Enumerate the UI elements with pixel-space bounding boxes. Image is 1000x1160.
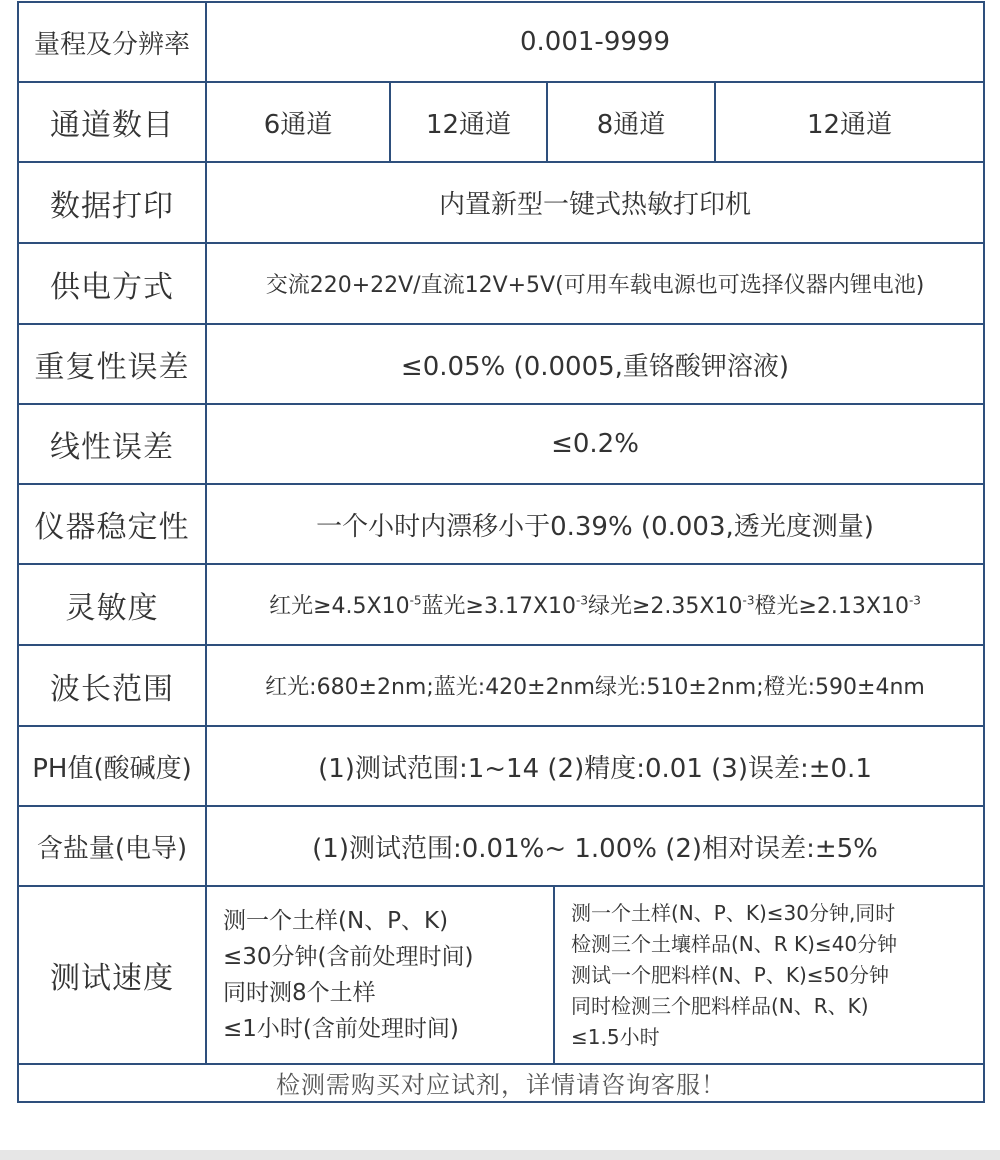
spec-table bbox=[17, 1, 985, 1103]
speed-left-line-3: 同时测8个土样 bbox=[223, 980, 376, 1006]
channel-cell-4: 12通道 bbox=[806, 109, 893, 140]
speed-left-line-2: ≤30分钟(含前处理时间) bbox=[223, 944, 474, 970]
sensitivity-orange: 橙光$\ge 2.13X10^{-3}$ bbox=[754, 593, 921, 619]
channel-cell-3: 8通道 bbox=[548, 83, 716, 161]
channel-cell-2: 12通道 bbox=[391, 83, 548, 161]
label-channels: 通道数目 bbox=[19, 83, 207, 161]
value-wavelength: 红光:680±2nm;蓝光:420±2nm绿光:510±2nm;橙光:590±4nm bbox=[265, 675, 925, 700]
row-range bbox=[19, 3, 983, 83]
label-salt: 含盐量(电导) bbox=[19, 807, 207, 885]
row-linear bbox=[19, 405, 983, 485]
row-salt bbox=[19, 807, 983, 887]
row-wavelength bbox=[19, 646, 983, 727]
speed-right-line-5: ≤1.5小时 bbox=[571, 1024, 660, 1049]
label-stability: 仪器稳定性 bbox=[19, 485, 207, 563]
speed-right-line-2: 检测三个土壤样品(N、R K)≤40分钟 bbox=[571, 931, 898, 956]
row-print bbox=[19, 163, 983, 244]
sensitivity-blue: 蓝光$\ge 3.17X10^{-3}$ bbox=[421, 593, 588, 619]
label-repeat: 重复性误差 bbox=[19, 325, 207, 403]
label-range: 量程及分辨率 bbox=[19, 3, 207, 81]
speed-right-cell bbox=[555, 887, 983, 1063]
row-ph bbox=[19, 727, 983, 807]
label-wavelength: 波长范围 bbox=[19, 646, 207, 725]
value-ph: (1)测试范围:1~14 (2)精度:0.01 (3)误差:±0.1 bbox=[318, 753, 872, 784]
bottom-divider bbox=[0, 1150, 1000, 1160]
sensitivity-green: 绿光$\ge 2.35X10^{-3}$ bbox=[588, 593, 755, 619]
value-stability: 一个小时内漂移小于0.39% (0.003,透光度测量) bbox=[316, 511, 874, 542]
value-power: 交流220+22V/直流12V+5V(可用车载电源也可选择仪器内锂电池) bbox=[265, 273, 925, 298]
speed-right-line-4: 同时检测三个肥料样品(N、R、K) bbox=[571, 993, 869, 1018]
speed-right-line-3: 测试一个肥料样(N、P、K)≤50分钟 bbox=[571, 962, 889, 987]
label-speed: 测试速度 bbox=[19, 887, 207, 1063]
reagent-note: 检测需购买对应试剂，详情请咨询客服！ bbox=[276, 1071, 726, 1099]
label-sensitivity: 灵敏度 bbox=[19, 565, 207, 644]
row-sensitivity bbox=[19, 565, 983, 646]
row-repeat bbox=[19, 325, 983, 405]
row-stability bbox=[19, 485, 983, 565]
speed-right-line-1: 测一个土样(N、P、K)≤30分钟,同时 bbox=[571, 900, 896, 925]
label-print: 数据打印 bbox=[19, 163, 207, 242]
value-print: 内置新型一键式热敏打印机 bbox=[438, 190, 751, 220]
value-range: 0.001-9999 bbox=[520, 27, 670, 57]
value-salt: (1)测试范围:0.01%~ 1.00% (2)相对误差:±5% bbox=[312, 833, 878, 864]
value-linear: ≤0.2% bbox=[551, 429, 639, 459]
row-speed bbox=[19, 887, 983, 1065]
value-repeat: ≤0.05% (0.0005,重铬酸钾溶液) bbox=[400, 351, 790, 382]
speed-left-line-4: ≤1小时(含前处理时间) bbox=[223, 1016, 459, 1042]
row-channels bbox=[19, 83, 983, 163]
row-power bbox=[19, 244, 983, 325]
channel-cell-1: 6通道 bbox=[207, 83, 391, 161]
value-sensitivity bbox=[207, 565, 983, 644]
label-ph: PH值(酸碱度) bbox=[19, 727, 207, 805]
label-power: 供电方式 bbox=[19, 244, 207, 323]
speed-left-cell bbox=[207, 887, 555, 1063]
label-linear: 线性误差 bbox=[19, 405, 207, 483]
speed-left-line-1: 测一个土样(N、P、K) bbox=[223, 908, 449, 934]
sensitivity-red: 红光$\ge 4.5X10^{-5}$ bbox=[269, 593, 422, 619]
